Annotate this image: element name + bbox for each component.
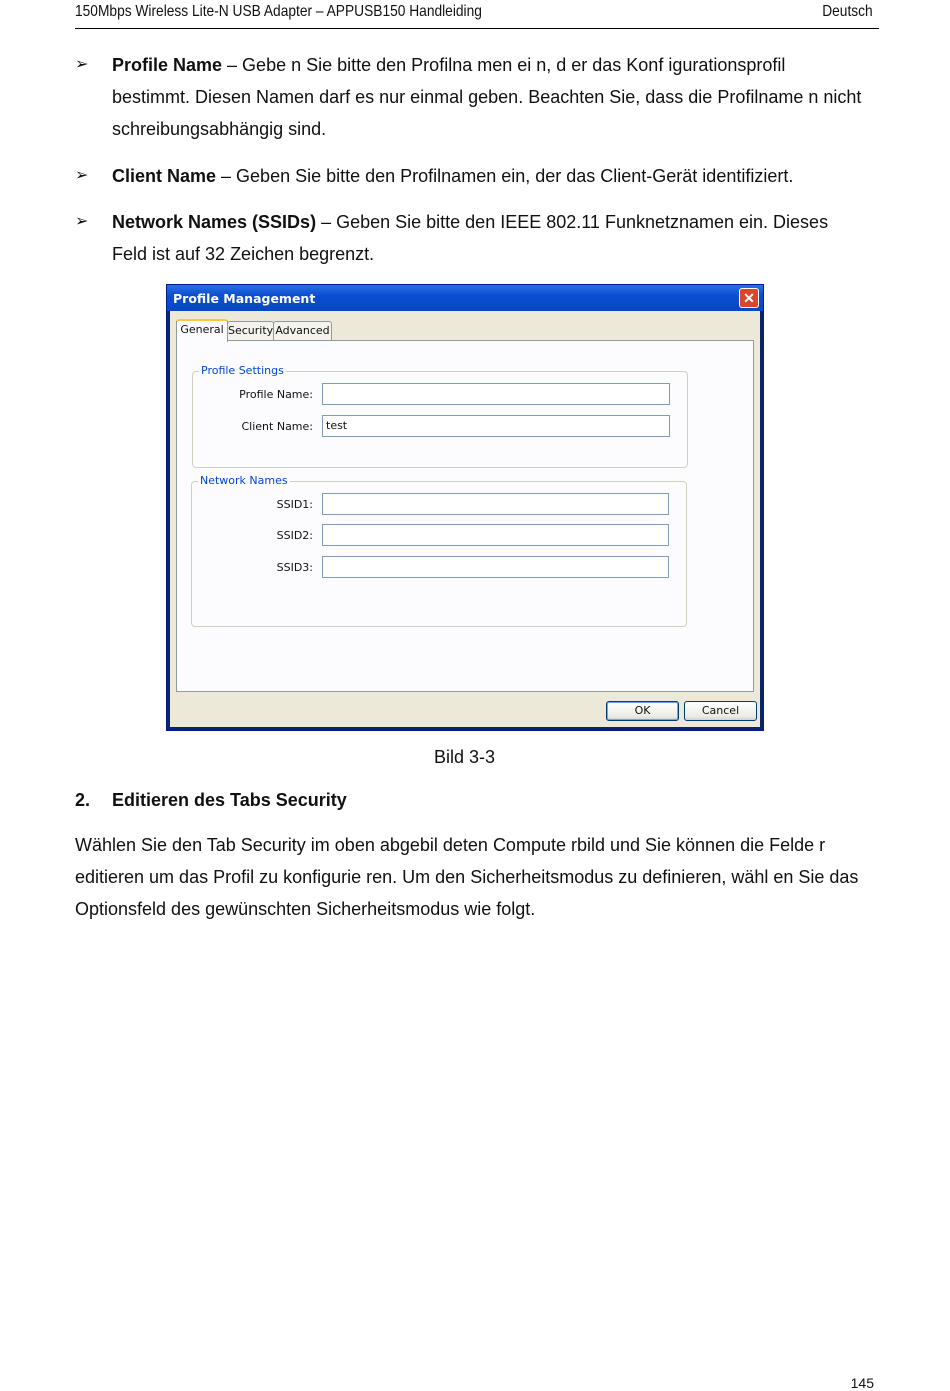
dialog-titlebar[interactable] [167,285,763,311]
close-icon[interactable]: ✕ [739,288,759,308]
general-tab-panel [176,340,754,692]
tab-security[interactable]: Security [227,321,274,340]
section-number: 2. [75,790,91,810]
ssid2-input[interactable] [322,524,669,546]
tab-advanced[interactable]: Advanced [273,321,332,340]
group-label: Profile Settings [201,364,284,377]
ssid2-label: SSID2: [276,529,313,542]
ssid1-label: SSID1: [276,498,313,511]
bullet-text: – Gebe n Sie bitte den Profilna men ei n, d er das Konf igurationsprofil bestimmt. Diesen Namen darf es nur einmal geben. Beachten Sie, dass die Profilname n nicht schreibungsabhängig sind. [112,55,862,139]
bullet-arrow-icon: ➢ [75,167,89,184]
section-title: Editieren des Tabs Security [112,790,347,810]
bullet-term: Profile Name [112,55,223,75]
figure-caption: Bild 3-3 [434,747,496,767]
cancel-button[interactable]: Cancel [684,701,757,721]
page-number: 145 [850,1375,874,1391]
bullet-term: Client Name [112,166,217,186]
bullet-client-name [75,160,865,192]
ok-button[interactable]: OK [606,701,679,721]
dialog-title: Profile Management [173,291,316,306]
bullet-network-names [75,206,865,270]
section-heading [75,790,347,811]
page-header [75,0,879,29]
group-label: Network Names [200,474,288,487]
document-title: 150Mbps Wireless Lite-N USB Adapter – APPUSB150 Handleiding [75,3,482,20]
bullet-arrow-icon: ➢ [75,56,89,73]
profile-name-input[interactable] [322,383,670,405]
bullet-profile-name [75,49,865,145]
bullet-text: – Geben Sie bitte den IEEE 802.11 Funknetznamen ein. Dieses Feld ist auf 32 Zeichen begrenzt. [112,212,829,264]
client-name-label: Client Name: [241,420,313,433]
header-language: Deutsch [822,3,873,20]
bullet-term: Network Names (SSIDs) [112,212,317,232]
tab-general[interactable]: General [176,319,228,342]
client-name-input[interactable]: test [322,415,670,437]
bullet-arrow-icon: ➢ [75,213,89,230]
ssid3-label: SSID3: [276,561,313,574]
profile-management-dialog [166,284,764,731]
body-paragraph: Wählen Sie den Tab Security im oben abgebil deten Compute rbild und Sie können die Felde r editieren um das Profil zu konfigurie ren. Um den Sicherheitsmodus zu definieren, wähl en Sie das Optionsfeld des gewünschten Sicherheitsmodus wie folgt. [75,835,859,919]
ssid3-input[interactable] [322,556,669,578]
dialog-body [170,311,760,727]
bullet-text: – Geben Sie bitte den Profilnamen ein, der das Client-Gerät identifiziert. [216,166,794,186]
ssid1-input[interactable] [322,493,669,515]
profile-name-label: Profile Name: [239,388,313,401]
